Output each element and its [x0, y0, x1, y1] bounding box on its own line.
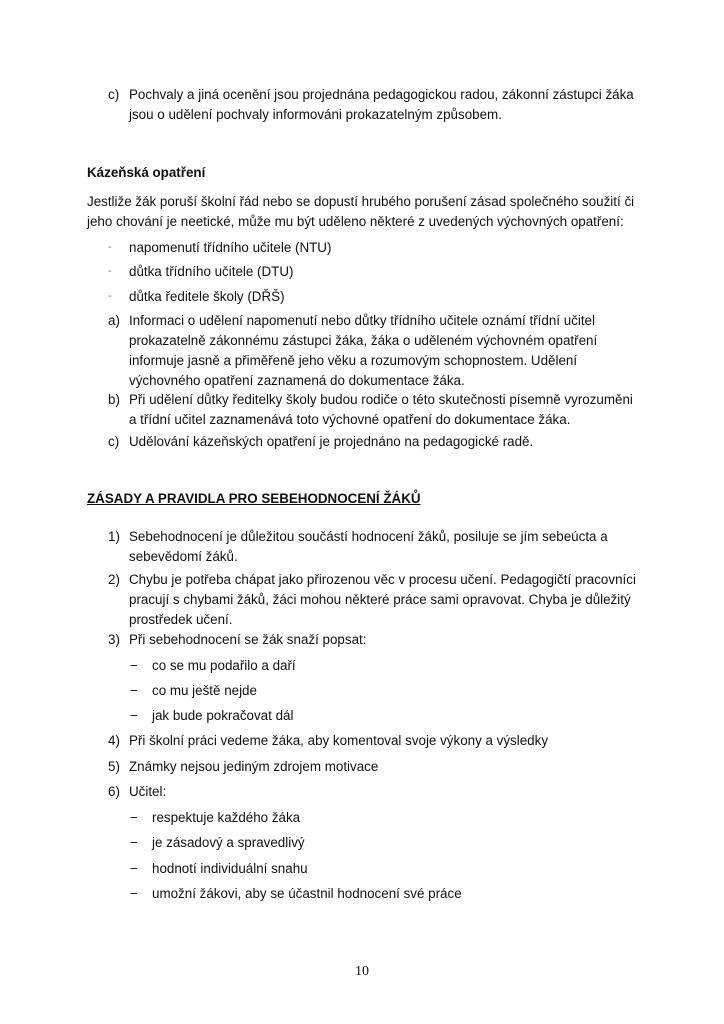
list-marker: b) — [108, 392, 120, 407]
list-item-text: hodnotí individuální snahu — [152, 861, 308, 876]
list-item-text: co mu ještě nejde — [152, 683, 257, 698]
paragraph-line: Pochvaly a jiná ocenění jsou projednána pedagogickou radou, zákonní zástupci žáka — [129, 87, 634, 102]
paragraph-line: Jestliže žák poruší školní řád nebo se dopustí hrubého porušení zásad společného soužití či — [87, 194, 635, 209]
list-item-text: respektuje každého žáka — [152, 810, 301, 825]
list-marker: 1) — [108, 529, 120, 544]
list-marker: 5) — [108, 759, 120, 774]
paragraph-line: a třídní učitel zaznamenává toto výchovné opatření do dokumentace žáka. — [129, 412, 571, 427]
list-marker: 3) — [108, 632, 120, 647]
paragraph-line: pracují s chybami žáků, žáci mohou některé práce sami opravovat. Chyba je důležitý — [129, 592, 631, 607]
list-marker: − — [130, 886, 138, 901]
paragraph-line: Informaci o udělení napomenutí nebo důtky třídního učitele oznámí třídní učitel — [129, 313, 595, 328]
paragraph-line: informuje jasně a přiměřeně jeho věku a rozumovým schopnostem. Udělení — [129, 353, 578, 368]
list-marker: − — [130, 861, 138, 876]
paragraph-line: Sebehodnocení je důležitou součástí hodnocení žáků, posiluje se jím sebeúcta a — [129, 529, 608, 544]
list-item-text: důtka ředitele školy (DŘŠ) — [129, 289, 285, 304]
paragraph-line: výchovného opatření zaznamená do dokumentace žáka. — [129, 373, 465, 388]
list-marker: 4) — [108, 733, 120, 748]
list-marker: a) — [108, 313, 120, 328]
paragraph-line: prostředek učení. — [129, 612, 233, 627]
list-marker: − — [130, 658, 138, 673]
paragraph-line: Udělování kázeňských opatření je projednáno na pedagogické radě. — [129, 434, 534, 449]
paragraph-line: Při sebehodnocení se žák snaží popsat: — [129, 632, 367, 647]
paragraph-line: Známky nejsou jediným zdrojem motivace — [129, 759, 379, 774]
list-item-text: jak bude pokračovat dál — [152, 708, 294, 723]
section-heading-self-assessment: ZÁSADY A PRAVIDLA PRO SEBEHODNOCENÍ ŽÁKŮ — [87, 491, 421, 506]
list-marker: − — [130, 810, 138, 825]
list-marker: - — [108, 290, 112, 302]
paragraph-line: prokazatelně zákonnému zástupci žáka, žáka o uděleném výchovném opatření — [129, 333, 598, 348]
list-item-text: důtka třídního učitele (DTU) — [129, 264, 294, 279]
paragraph-line: Chybu je potřeba chápat jako přirozenou věc v procesu učení. Pedagogičtí pracovníci — [129, 572, 636, 587]
page-number: 10 — [355, 964, 369, 979]
paragraph-line: Učitel: — [129, 784, 167, 799]
list-marker: - — [108, 241, 112, 253]
list-marker: c) — [108, 434, 120, 449]
list-marker: 2) — [108, 572, 120, 587]
list-marker: − — [130, 708, 138, 723]
list-marker: 6) — [108, 784, 120, 799]
list-marker: - — [108, 265, 112, 277]
list-item-text: umožní žákovi, aby se účastnil hodnocení své práce — [152, 886, 462, 901]
paragraph-line: jsou o udělení pochvaly informováni prokazatelným způsobem. — [129, 107, 502, 122]
section-heading-discipline: Kázeňská opatření — [87, 165, 206, 180]
paragraph-line: jeho chování je neetické, může mu být uděleno některé z uvedených výchovných opatření: — [87, 214, 624, 229]
list-marker: − — [130, 835, 138, 850]
paragraph-line: Při školní práci vedeme žáka, aby komentoval svoje výkony a výsledky — [129, 733, 549, 748]
list-marker: c) — [108, 87, 120, 102]
list-item-text: je zásadový a spravedlivý — [152, 835, 305, 850]
paragraph-line: Při udělení důtky ředitelky školy budou rodiče o této skutečnosti písemně vyrozuměni — [129, 392, 633, 407]
list-marker: − — [130, 683, 138, 698]
list-item-text: co se mu podařilo a daří — [152, 658, 296, 673]
paragraph-line: sebevědomí žáků. — [129, 549, 238, 564]
list-item-text: napomenutí třídního učitele (NTU) — [129, 240, 332, 255]
